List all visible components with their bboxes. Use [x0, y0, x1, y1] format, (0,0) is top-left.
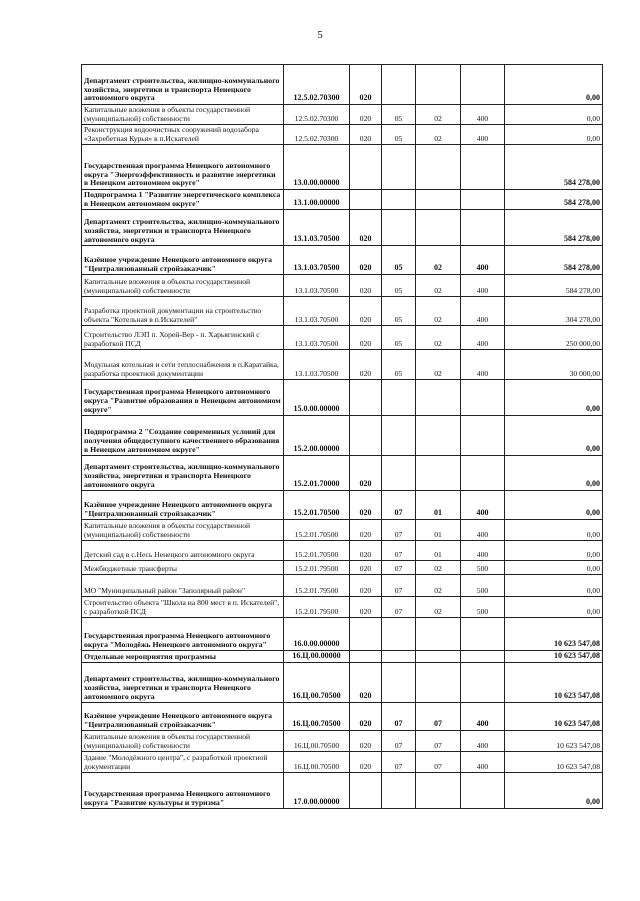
table-row — [82, 145, 603, 190]
row-target-code: 16.Ц.00.70500 — [284, 663, 350, 703]
row-name: Межбюджетные трансферты — [82, 561, 284, 575]
row-target-code: 12.5.02.70300 — [284, 105, 350, 125]
row-name: Департамент строительства, жилищно-коммунального хозяйства, энергетики и транспорта Ненецкого автономного округа — [82, 65, 284, 105]
row-subsection: 07 — [416, 752, 461, 773]
table-row — [82, 663, 603, 703]
row-subsection: 02 — [416, 597, 461, 618]
row-amount: 0,00 — [505, 561, 603, 575]
row-section: 05 — [382, 105, 416, 125]
row-name: Подпрограмма 2 "Создание современных условий для получения общедоступного качественного образования в Ненецком автономном округе" — [82, 416, 284, 456]
row-expense-type: 400 — [461, 752, 505, 773]
row-expense-type: 400 — [461, 731, 505, 752]
row-expense-type — [461, 651, 505, 663]
row-name: Казённое учреждение Ненецкого автономного округа "Централизованный стройзаказчик" — [82, 703, 284, 731]
table-row — [82, 326, 603, 350]
row-section: 07 — [382, 703, 416, 731]
table-row — [82, 597, 603, 618]
row-expense-type: 400 — [461, 703, 505, 731]
row-name: Разработка проектной документации на строительство объекта "Котельная в п.Искателей" — [82, 297, 284, 326]
table-row — [82, 520, 603, 541]
row-subsection — [416, 210, 461, 246]
row-section: 07 — [382, 491, 416, 520]
row-expense-type: 500 — [461, 561, 505, 575]
row-subsection — [416, 145, 461, 190]
row-name: Здание "Молодёжного центра", с разработкой проектной документации — [82, 752, 284, 773]
row-subsection: 01 — [416, 541, 461, 561]
row-name: МО "Муниципальный район "Заполярный район" — [82, 575, 284, 597]
row-target-code: 15.2.01.79500 — [284, 575, 350, 597]
row-expense-type — [461, 380, 505, 416]
row-grbs-code: 020 — [350, 297, 382, 326]
budget-table — [81, 64, 603, 809]
row-subsection: 02 — [416, 246, 461, 275]
row-grbs-code: 020 — [350, 105, 382, 125]
row-name: Капитальные вложения в объекты государственной (муниципальной) собственности — [82, 275, 284, 297]
row-grbs-code — [350, 416, 382, 456]
row-subsection — [416, 416, 461, 456]
row-section — [382, 145, 416, 190]
row-target-code: 15.2.01.70500 — [284, 520, 350, 541]
row-subsection: 01 — [416, 520, 461, 541]
row-expense-type: 400 — [461, 350, 505, 380]
row-grbs-code: 020 — [350, 125, 382, 145]
table-row — [82, 456, 603, 491]
table-row — [82, 297, 603, 326]
row-target-code: 13.1.00.00000 — [284, 190, 350, 210]
row-target-code: 15.2.01.70000 — [284, 456, 350, 491]
row-expense-type — [461, 190, 505, 210]
row-section — [382, 190, 416, 210]
table-row — [82, 105, 603, 125]
row-amount: 0,00 — [505, 597, 603, 618]
row-amount: 584 278,00 — [505, 190, 603, 210]
row-grbs-code — [350, 773, 382, 809]
row-name: Казённое учреждение Ненецкого автономного округа "Централизованный стройзаказчик" — [82, 491, 284, 520]
row-name: Подпрограмма 1 "Развитие энергетического комплекса в Ненецком автономном округе" — [82, 190, 284, 210]
row-target-code: 16.Ц.00.70500 — [284, 703, 350, 731]
row-expense-type — [461, 416, 505, 456]
row-grbs-code — [350, 145, 382, 190]
row-section: 05 — [382, 350, 416, 380]
table-row — [82, 350, 603, 380]
row-name: Капитальные вложения в объекты государственной (муниципальной) собственности — [82, 105, 284, 125]
row-expense-type: 400 — [461, 491, 505, 520]
row-expense-type — [461, 663, 505, 703]
table-row — [82, 618, 603, 651]
row-grbs-code: 020 — [350, 65, 382, 105]
row-amount: 250 000,00 — [505, 326, 603, 350]
row-name: Казённое учреждение Ненецкого автономного округа "Централизованный стройзаказчик" — [82, 246, 284, 275]
row-grbs-code: 020 — [350, 575, 382, 597]
row-section: 07 — [382, 731, 416, 752]
row-grbs-code — [350, 380, 382, 416]
row-subsection: 02 — [416, 326, 461, 350]
row-amount: 10 623 547,08 — [505, 651, 603, 663]
row-target-code: 13.1.03.70500 — [284, 350, 350, 380]
table-row — [82, 190, 603, 210]
row-expense-type: 400 — [461, 125, 505, 145]
page-number: 5 — [317, 29, 323, 41]
row-amount: 10 623 547,08 — [505, 752, 603, 773]
row-target-code: 17.0.00.00000 — [284, 773, 350, 809]
row-name: Строительство ЛЭП п. Хорей-Вер - п. Харьягинский с разработкой ПСД — [82, 326, 284, 350]
row-expense-type: 400 — [461, 541, 505, 561]
row-expense-type: 400 — [461, 326, 505, 350]
row-grbs-code: 020 — [350, 491, 382, 520]
row-section — [382, 416, 416, 456]
row-grbs-code: 020 — [350, 326, 382, 350]
row-subsection — [416, 380, 461, 416]
table-row — [82, 575, 603, 597]
row-section — [382, 380, 416, 416]
row-subsection: 02 — [416, 350, 461, 380]
row-grbs-code: 020 — [350, 703, 382, 731]
row-amount: 10 623 547,08 — [505, 703, 603, 731]
row-grbs-code — [350, 618, 382, 651]
row-amount: 0,00 — [505, 491, 603, 520]
row-grbs-code: 020 — [350, 731, 382, 752]
row-grbs-code: 020 — [350, 456, 382, 491]
row-subsection — [416, 618, 461, 651]
row-section: 05 — [382, 125, 416, 145]
row-amount: 0,00 — [505, 380, 603, 416]
row-section: 05 — [382, 275, 416, 297]
row-section — [382, 773, 416, 809]
row-grbs-code: 020 — [350, 561, 382, 575]
table-row — [82, 210, 603, 246]
row-expense-type: 500 — [461, 575, 505, 597]
row-section — [382, 210, 416, 246]
row-subsection: 07 — [416, 731, 461, 752]
table-row — [82, 561, 603, 575]
row-section: 05 — [382, 297, 416, 326]
row-section: 07 — [382, 561, 416, 575]
row-amount: 584 278,00 — [505, 145, 603, 190]
row-target-code: 15.2.01.79500 — [284, 561, 350, 575]
row-expense-type — [461, 145, 505, 190]
row-target-code: 12.5.02.70300 — [284, 125, 350, 145]
row-name: Государственная программа Ненецкого автономного округа "Развитие образования в Ненецком автономном округе" — [82, 380, 284, 416]
row-target-code: 15.2.01.70500 — [284, 541, 350, 561]
row-amount: 584 278,00 — [505, 210, 603, 246]
row-name: Модульная котельная и сети теплоснабжения в п.Каратайка, разработка проектной документации — [82, 350, 284, 380]
row-name: Департамент строительства, жилищно-коммунального хозяйства, энергетики и транспорта Ненецкого автономного округа — [82, 456, 284, 491]
table-row — [82, 731, 603, 752]
row-expense-type — [461, 65, 505, 105]
row-target-code: 16.Ц.00.00000 — [284, 651, 350, 663]
row-expense-type: 400 — [461, 297, 505, 326]
row-grbs-code: 020 — [350, 246, 382, 275]
row-subsection — [416, 190, 461, 210]
row-grbs-code: 020 — [350, 752, 382, 773]
table-row — [82, 491, 603, 520]
row-target-code: 15.2.00.00000 — [284, 416, 350, 456]
row-target-code: 13.1.03.70500 — [284, 326, 350, 350]
row-grbs-code: 020 — [350, 275, 382, 297]
row-target-code: 15.0.00.00000 — [284, 380, 350, 416]
row-amount: 0,00 — [505, 105, 603, 125]
row-subsection: 02 — [416, 105, 461, 125]
row-grbs-code: 020 — [350, 520, 382, 541]
row-amount: 0,00 — [505, 520, 603, 541]
row-name: Отдельные мероприятия программы — [82, 651, 284, 663]
row-section: 07 — [382, 520, 416, 541]
row-amount: 584 278,00 — [505, 246, 603, 275]
row-name: Департамент строительства, жилищно-коммунального хозяйства, энергетики и транспорта Ненецкого автономного округа — [82, 210, 284, 246]
row-amount: 10 623 547,08 — [505, 618, 603, 651]
row-name: Государственная программа Ненецкого автономного округа "Энергоэффективность и развитие энергетики в Ненецком автономном округе" — [82, 145, 284, 190]
table-row — [82, 246, 603, 275]
row-target-code: 15.2.01.79500 — [284, 597, 350, 618]
row-expense-type — [461, 618, 505, 651]
row-section: 05 — [382, 326, 416, 350]
row-amount: 0,00 — [505, 416, 603, 456]
row-subsection: 02 — [416, 575, 461, 597]
row-section — [382, 663, 416, 703]
row-subsection — [416, 65, 461, 105]
row-name: Детский сад в с.Несь Ненецкого автономного округа — [82, 541, 284, 561]
row-subsection — [416, 663, 461, 703]
row-section — [382, 65, 416, 105]
row-expense-type: 400 — [461, 275, 505, 297]
row-amount: 0,00 — [505, 541, 603, 561]
row-name: Строительство объекта "Школа на 800 мест в п. Искателей", с разработкой ПСД — [82, 597, 284, 618]
row-subsection — [416, 456, 461, 491]
row-subsection: 02 — [416, 125, 461, 145]
row-section: 07 — [382, 752, 416, 773]
row-amount: 30 000,00 — [505, 350, 603, 380]
row-name: Капитальные вложения в объекты государственной (муниципальной) собственности — [82, 520, 284, 541]
row-expense-type: 400 — [461, 246, 505, 275]
row-subsection: 01 — [416, 491, 461, 520]
row-target-code: 13.1.03.70500 — [284, 210, 350, 246]
table-row — [82, 125, 603, 145]
row-amount: 0,00 — [505, 456, 603, 491]
row-expense-type — [461, 210, 505, 246]
row-grbs-code: 020 — [350, 541, 382, 561]
row-target-code: 13.1.03.70500 — [284, 246, 350, 275]
row-subsection — [416, 773, 461, 809]
row-amount: 0,00 — [505, 773, 603, 809]
row-section — [382, 618, 416, 651]
row-target-code: 15.2.01.70500 — [284, 491, 350, 520]
row-amount: 0,00 — [505, 125, 603, 145]
row-target-code: 16.Ц.00.70500 — [284, 752, 350, 773]
row-section: 05 — [382, 246, 416, 275]
row-name: Капитальные вложения в объекты государственной (муниципальной) собственности — [82, 731, 284, 752]
row-subsection: 02 — [416, 297, 461, 326]
row-amount: 304 278,00 — [505, 297, 603, 326]
row-grbs-code — [350, 190, 382, 210]
row-target-code: 13.0.00.00000 — [284, 145, 350, 190]
table-row — [82, 541, 603, 561]
row-expense-type: 500 — [461, 597, 505, 618]
row-name: Реконструкция водоочистных сооружений водозабора «Захребетная Курья» в п.Искателей — [82, 125, 284, 145]
row-target-code: 12.5.02.70300 — [284, 65, 350, 105]
row-grbs-code: 020 — [350, 350, 382, 380]
row-target-code: 13.1.03.70500 — [284, 297, 350, 326]
row-section: 07 — [382, 541, 416, 561]
row-expense-type — [461, 456, 505, 491]
row-expense-type: 400 — [461, 520, 505, 541]
row-name: Государственная программа Ненецкого автономного округа "Молодёжь Ненецкого автономного округа" — [82, 618, 284, 651]
row-subsection: 02 — [416, 275, 461, 297]
row-target-code: 16.Ц.00.70500 — [284, 731, 350, 752]
table-row — [82, 773, 603, 809]
row-section — [382, 651, 416, 663]
table-row — [82, 703, 603, 731]
row-grbs-code: 020 — [350, 663, 382, 703]
row-expense-type — [461, 773, 505, 809]
row-amount: 0,00 — [505, 65, 603, 105]
row-grbs-code — [350, 651, 382, 663]
table-row — [82, 65, 603, 105]
table-row — [82, 651, 603, 663]
table-row — [82, 380, 603, 416]
table-row — [82, 275, 603, 297]
row-name: Государственная программа Ненецкого автономного округа "Развитие культуры и туризма" — [82, 773, 284, 809]
row-section: 07 — [382, 597, 416, 618]
row-target-code: 13.1.03.70500 — [284, 275, 350, 297]
row-grbs-code: 020 — [350, 210, 382, 246]
row-section: 07 — [382, 575, 416, 597]
row-subsection: 02 — [416, 561, 461, 575]
table-row — [82, 416, 603, 456]
row-amount: 10 623 547,08 — [505, 663, 603, 703]
row-expense-type: 400 — [461, 105, 505, 125]
row-name: Департамент строительства, жилищно-коммунального хозяйства, энергетики и транспорта Ненецкого автономного округа — [82, 663, 284, 703]
row-subsection — [416, 651, 461, 663]
row-amount: 0,00 — [505, 575, 603, 597]
row-section — [382, 456, 416, 491]
row-subsection: 07 — [416, 703, 461, 731]
table-row — [82, 752, 603, 773]
row-amount: 584 278,00 — [505, 275, 603, 297]
row-target-code: 16.0.00.00000 — [284, 618, 350, 651]
row-amount: 10 623 547,08 — [505, 731, 603, 752]
row-grbs-code: 020 — [350, 597, 382, 618]
budget-table-body — [82, 65, 603, 809]
